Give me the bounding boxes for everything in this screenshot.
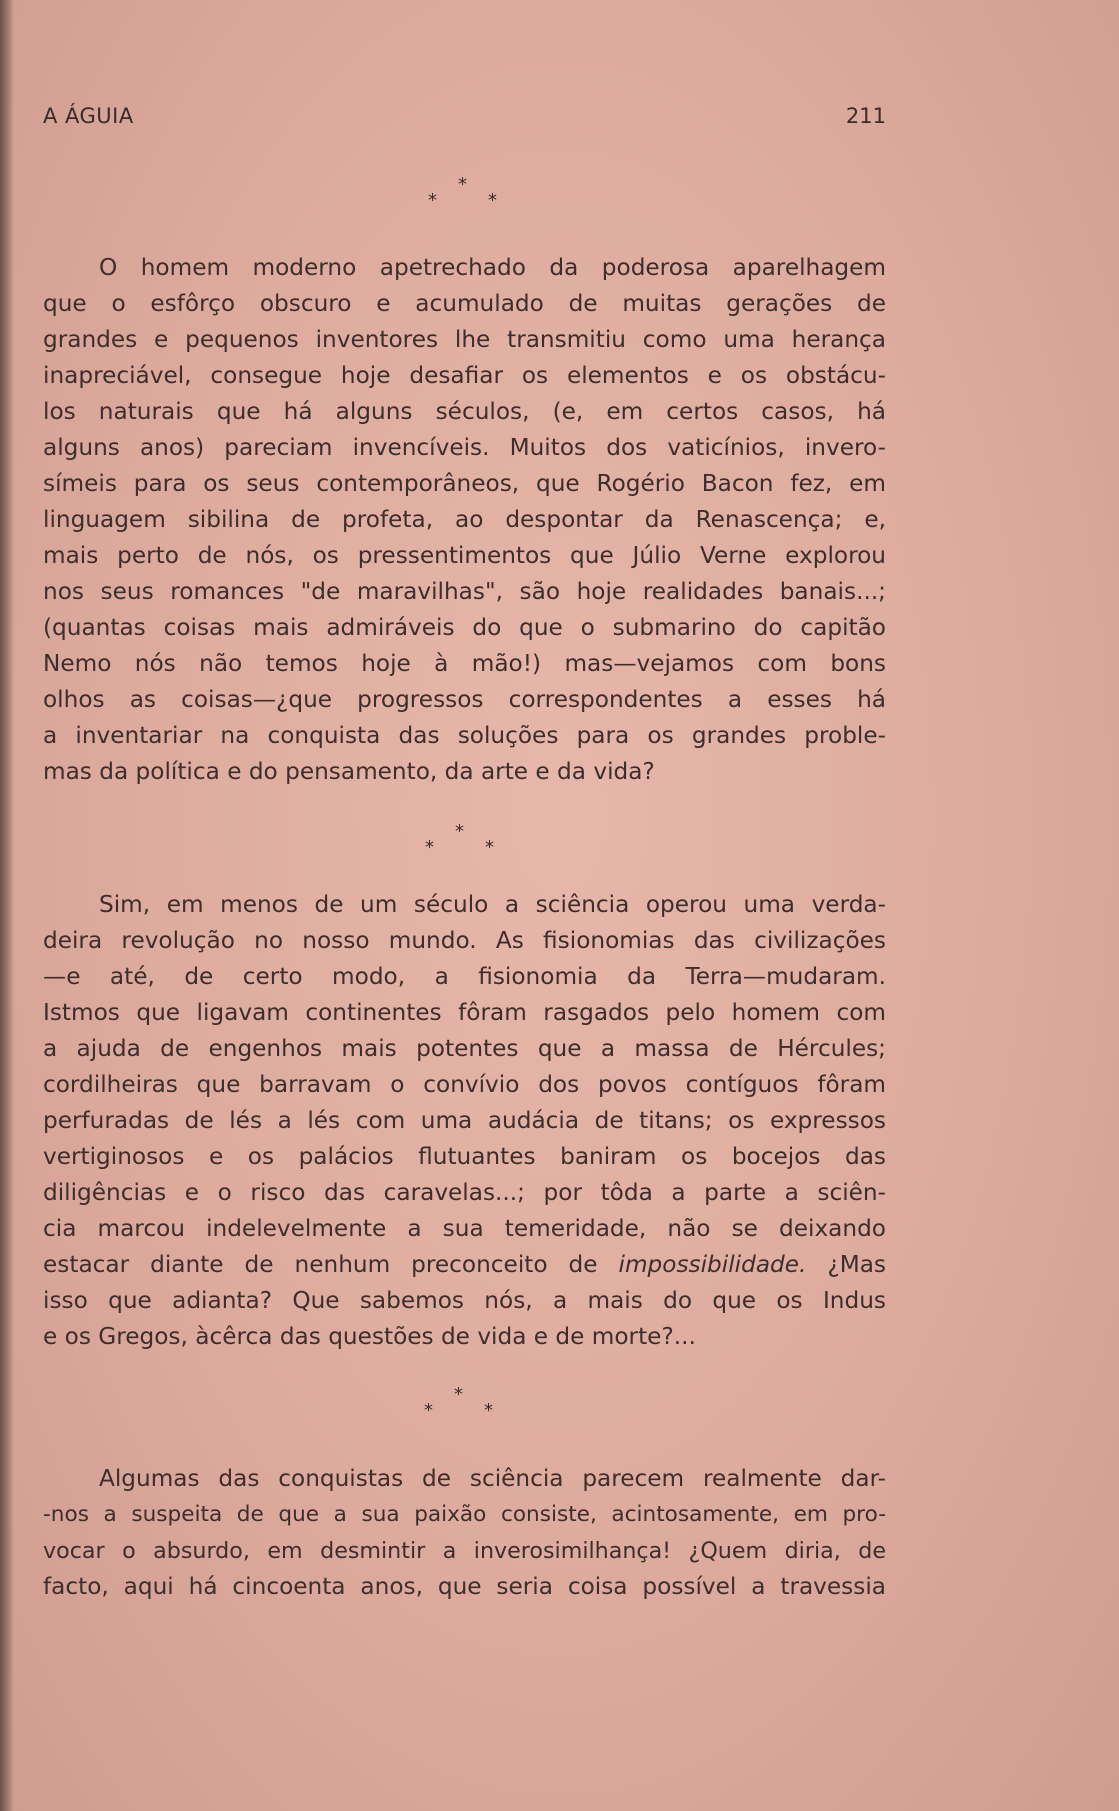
- text-line: que o esfôrço obscuro e acumulado de muitas gerações de: [43, 290, 886, 317]
- italic-word: impossibilidade.: [618, 1251, 807, 1278]
- text-line: facto, aqui há cincoenta anos, que seria coisa possível a travessia: [43, 1573, 886, 1600]
- text-line: grandes e pequenos inventores lhe transmitiu como uma herança: [43, 326, 886, 353]
- asterisk-left: *: [425, 837, 434, 858]
- text-segment: ¿Mas: [806, 1251, 886, 1278]
- paragraph-3: [43, 1461, 886, 1605]
- text-line: —e até, de certo modo, a fisionomia da Terra—mudaram.: [43, 963, 886, 990]
- text-line: Nemo nós não temos hoje à mão!) mas—vejamos com bons: [43, 650, 886, 677]
- text-line: mais perto de nós, os pressentimentos que Júlio Verne explorou: [43, 542, 886, 569]
- text-line: isso que adianta? Que sabemos nós, a mais do que os Indus: [43, 1287, 886, 1314]
- asterisk-left: *: [428, 190, 437, 211]
- text-line: a inventariar na conquista das soluções para os grandes proble-: [43, 722, 886, 749]
- page-number: 211: [845, 104, 886, 128]
- text-line-with-italic: [43, 1247, 886, 1283]
- text-line: símeis para os seus contemporâneos, que Rogério Bacon fez, em: [43, 470, 886, 497]
- asterisk-top: *: [455, 821, 464, 842]
- text-line: a ajuda de engenhos mais potentes que a massa de Hércules;: [43, 1035, 886, 1062]
- text-line: -nos a suspeita de que a sua paixão consiste, acintosamente, em pro-: [43, 1502, 886, 1527]
- text-line: olhos as coisas—¿que progressos correspondentes a esses há: [43, 686, 886, 713]
- text-line: cordilheiras que barravam o convívio dos povos contíguos fôram: [43, 1071, 886, 1098]
- text-line: e os Gregos, àcêrca das questões de vida e de morte?...: [43, 1323, 696, 1350]
- text-line: alguns anos) pareciam invencíveis. Muitos dos vaticínios, invero-: [43, 434, 886, 461]
- page-header: [43, 104, 886, 134]
- text-line: (quantas coisas mais admiráveis do que o submarino do capitão: [43, 614, 886, 641]
- paragraph-2: [43, 887, 886, 1355]
- asterisk-right: *: [484, 1400, 493, 1421]
- text-line: O homem moderno apetrechado da poderosa aparelhagem: [99, 254, 886, 281]
- asterisk-top: *: [458, 174, 467, 195]
- text-line: vocar o absurdo, em desmintir a inverosimilhança! ¿Quem diria, de: [43, 1538, 886, 1564]
- paragraph-1: [43, 250, 886, 790]
- page-binding-shadow: [0, 0, 14, 1811]
- text-line: inapreciável, consegue hoje desafiar os elementos e os obstácu-: [43, 362, 886, 389]
- text-line: diligências e o risco das caravelas...; por tôda a parte a sciên-: [43, 1179, 886, 1206]
- text-line: nos seus romances "de maravilhas", são hoje realidades banais...;: [43, 578, 886, 605]
- text-line: linguagem sibilina de profeta, ao despontar da Renascença; e,: [43, 506, 886, 533]
- section-divider-asterism: [402, 1386, 522, 1426]
- text-segment: estacar diante de nenhum preconceito de: [43, 1251, 619, 1278]
- section-divider-asterism: [406, 176, 526, 216]
- text-line: deira revolução no nosso mundo. As fisionomias das civilizações: [43, 927, 886, 954]
- asterisk-right: *: [485, 837, 494, 858]
- text-line: Algumas das conquistas de sciência parecem realmente dar-: [99, 1465, 886, 1492]
- text-line: Sim, em menos de um século a sciência operou uma verda-: [99, 891, 886, 918]
- text-line: perfuradas de lés a lés com uma audácia de titans; os expressos: [43, 1107, 886, 1134]
- text-line: los naturais que há alguns séculos, (e, em certos casos, há: [43, 398, 886, 425]
- text-line: vertiginosos e os palácios flutuantes baniram os bocejos das: [43, 1143, 886, 1170]
- asterisk-top: *: [454, 1384, 463, 1405]
- asterisk-right: *: [488, 190, 497, 211]
- text-line: Istmos que ligavam continentes fôram rasgados pelo homem com: [43, 999, 886, 1026]
- text-line: cia marcou indelevelmente a sua temeridade, não se deixando: [43, 1215, 886, 1242]
- running-head: A ÁGUIA: [43, 104, 134, 128]
- section-divider-asterism: [403, 823, 523, 863]
- asterisk-left: *: [424, 1400, 433, 1421]
- text-line: mas da política e do pensamento, da arte e da vida?: [43, 758, 655, 785]
